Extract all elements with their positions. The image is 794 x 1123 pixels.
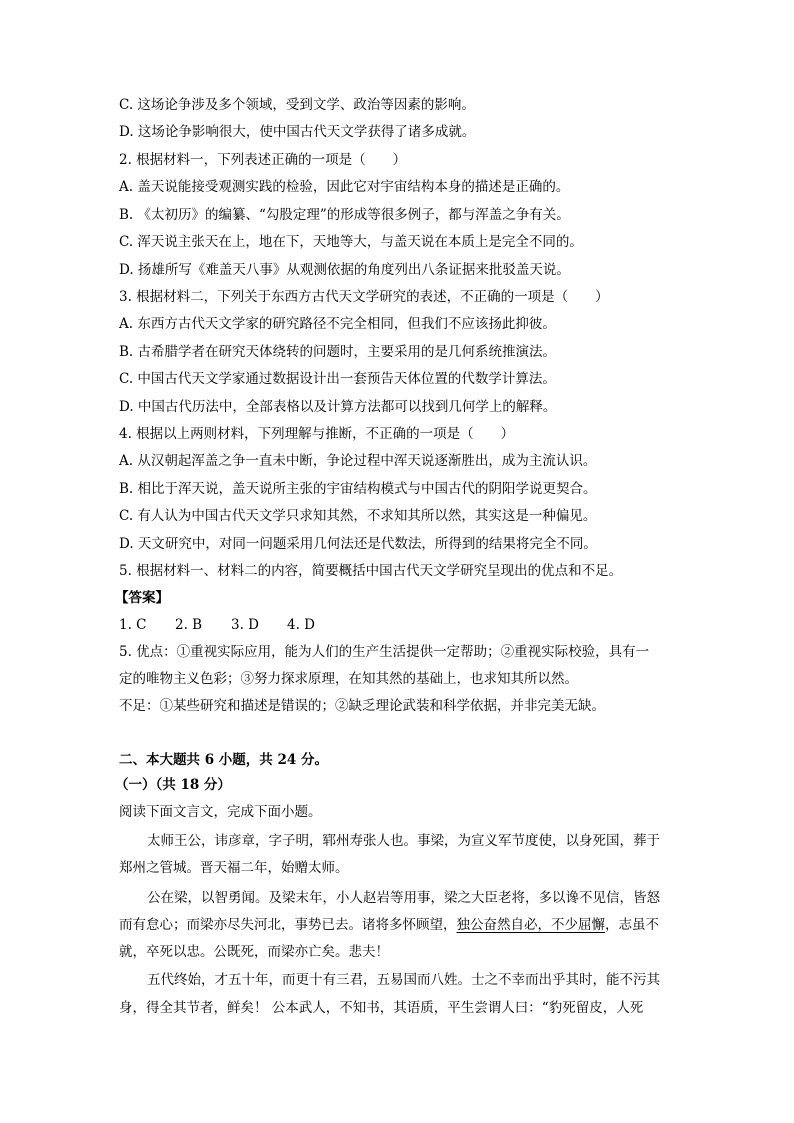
passage-p2-line2: [119, 916, 659, 934]
answer-4: 4. D: [287, 617, 315, 633]
q3-stem: 3. 根据材料二，下列关于东西方古代天文学研究的表述，不正确的一项是（ ）: [119, 289, 609, 305]
passage-p3-line2: 身，得全其节者，鲜矣！ 公本武人，不知书，其语质，平生尝谓人曰：“豹死留皮，人死: [119, 1000, 644, 1016]
q2-option-c: C. 浑天说主张天在上，地在下，天地等大，与盖天说在本质上是完全不同的。: [119, 234, 583, 250]
answer-3: 3. D: [231, 617, 259, 633]
q3-option-b: B. 古希腊学者在研究天体绕转的问题时，主要采用的是几何系统推演法。: [119, 344, 557, 360]
q3-option-a: A. 东西方古代天文学家的研究路径不完全相同，但我们不应该扬此抑彼。: [119, 316, 556, 332]
passage-p2-line2-tail: ，志虽不: [605, 917, 659, 933]
q1-option-c: C. 这场论争涉及多个领域，受到文学、政治等因素的影响。: [119, 97, 475, 113]
q5-stem: 5. 根据材料一、材料二的内容，简要概括中国古代天文学研究呈现出的优点和不足。: [119, 563, 623, 579]
section2-subtitle: （一）（共 18 分）: [115, 777, 231, 793]
answer-choices: [119, 616, 315, 634]
passage-p1-line1: 太师王公，讳彦章，字子明，郓州寿张人也。事梁，为宣义军节度使，以身死国，葬于: [147, 833, 660, 849]
answer-1: 1. C: [119, 617, 147, 633]
passage-p2-line1: 公在梁，以智勇闻。及梁末年，小人赵岩等用事，梁之大臣老将，多以谗不见信，皆怒: [147, 890, 660, 906]
answer-5-shortcoming: 不足：①某些研究和描述是错误的；②缺乏理论武装和科学依据，并非完美无缺。: [119, 698, 605, 714]
answer-5-merit-line2: 定的唯物主义色彩；③努力探求原理，在知其然的基础上，也求知其所以然。: [119, 671, 578, 687]
q2-option-d: D. 扬雄所写《难盖天八事》从观测依据的角度列出八条证据来批驳盖天说。: [119, 262, 570, 278]
q1-option-d: D. 这场论争影响很大，使中国古代天文学获得了诸多成就。: [119, 124, 476, 140]
passage-p2-line2-text: 而有怠心；而梁亦尽失河北，事势已去。诸将多怀顾望，: [119, 917, 457, 933]
passage-underlined-phrase: 独公奋然自必，不少屈懈: [456, 917, 605, 933]
answer-5-merit-line1: 5. 优点：①重视实际应用，能为人们的生产生活提供一定帮助；②重视实际校验，具有一: [119, 644, 650, 660]
q2-option-a: A. 盖天说能接受观测实践的检验，因此它对宇宙结构本身的描述是正确的。: [119, 179, 570, 195]
passage-p3-line1: 五代终始，才五十年，而更十有三君，五易国而八姓。士之不幸而出乎其时，能不污其: [147, 972, 660, 988]
q4-stem: 4. 根据以上两则材料，下列理解与推断，不正确的一项是（ ）: [119, 426, 515, 442]
q4-option-a: A. 从汉朝起浑盖之争一直未中断，争论过程中浑天说逐渐胜出，成为主流认识。: [119, 453, 597, 469]
q4-option-b: B. 相比于浑天说，盖天说所主张的宇宙结构模式与中国古代的阴阳学说更契合。: [119, 481, 597, 497]
passage-p1-line2: 郑州之管城。晋天福二年，始赠太师。: [119, 860, 349, 876]
answer-2: 2. B: [175, 617, 203, 633]
section2-instruction: 阅读下面文言文，完成下面小题。: [119, 804, 322, 820]
q3-option-d: D. 中国古代历法中，全部表格以及计算方法都可以找到几何学上的解释。: [119, 399, 557, 415]
q4-option-d: D. 天文研究中，对同一问题采用几何法还是代数法，所得到的结果将完全不同。: [119, 536, 597, 552]
q2-stem: 2. 根据材料一，下列表述正确的一项是（ ）: [119, 152, 407, 168]
q4-option-c: C. 有人认为中国古代天文学只求知其然，不求知其所以然，其实这是一种偏见。: [119, 508, 597, 524]
section2-title: 二、本大题共 6 小题，共 24 分。: [119, 752, 328, 768]
answer-heading: 【答案】: [115, 590, 169, 606]
q3-option-c: C. 中国古代天文学家通过数据设计出一套预告天体位置的代数学计算法。: [119, 371, 556, 387]
passage-p2-line3: 就，卒死以忠。公既死，而梁亦亡矣。悲夫！: [119, 944, 389, 960]
q2-option-b: B. 《太初历》的编纂、“勾股定理”的形成等很多例子，都与浑盖之争有关。: [119, 207, 570, 223]
